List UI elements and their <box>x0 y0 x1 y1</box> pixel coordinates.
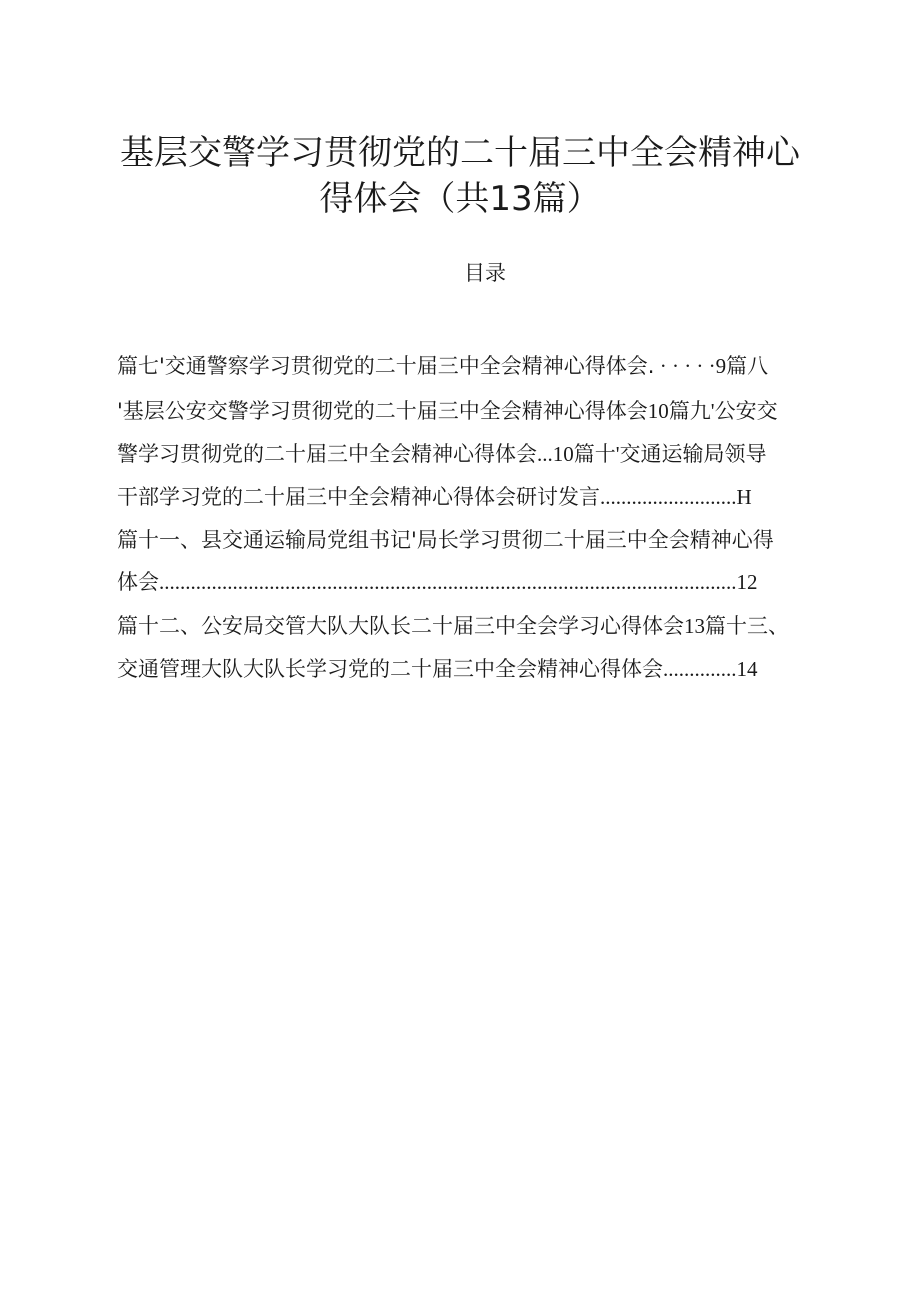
toc-line <box>117 567 758 597</box>
toc-line <box>117 654 758 684</box>
toc-leader: .............. <box>663 657 737 681</box>
toc-entry-text: 干部学习党的二十届三中全会精神心得体会研讨发言 <box>117 485 600 509</box>
toc-page-and-next: 10篇十'交通运输局领导 <box>552 442 767 466</box>
toc-page-number: H <box>736 485 752 509</box>
toc-entry-text: 篇十二、公安局交管大队大队长二十届三中全会学习心得体会 <box>117 614 684 638</box>
toc-line <box>117 611 789 641</box>
toc-line <box>117 525 774 555</box>
toc-line <box>117 351 768 381</box>
toc-heading: 目录 <box>464 261 506 285</box>
document-title-line-1: 基层交警学习贯彻党的二十届三中全会精神心 <box>120 133 800 173</box>
toc-entry-text: 篇七'交通警察学习贯彻党的二十届三中全会精神心得体会. <box>117 354 655 378</box>
toc-page-and-next: 9篇八 <box>715 354 769 378</box>
toc-page-number: 12 <box>736 570 758 594</box>
toc-entry-text: 交通管理大队大队长学习党的二十届三中全会精神心得体会 <box>117 657 663 681</box>
toc-page-and-next: 10篇九'公安交 <box>647 399 778 423</box>
toc-page-and-next: 13篇十三、 <box>684 614 789 638</box>
toc-entry-text: 篇十一、县交通运输局党组书记'局长学习贯彻二十届三中全会精神心得 <box>117 528 774 552</box>
toc-entry-text: 体会 <box>117 570 159 594</box>
toc-line <box>117 396 778 426</box>
toc-entry-text: '基层公安交警学习贯彻党的二十届三中全会精神心得体会 <box>117 399 648 423</box>
toc-line <box>117 439 767 469</box>
toc-line <box>117 482 752 512</box>
toc-leader: .......................... <box>600 485 737 509</box>
toc-leader: ... <box>537 442 553 466</box>
toc-leader: .............................................................................................................. <box>159 570 737 594</box>
toc-leader: · · · · · <box>654 354 716 378</box>
toc-entry-text: 警学习贯彻党的二十届三中全会精神心得体会 <box>117 442 537 466</box>
toc-page-number: 14 <box>736 657 758 681</box>
document-title-line-2: 得体会（共13篇） <box>319 179 601 219</box>
